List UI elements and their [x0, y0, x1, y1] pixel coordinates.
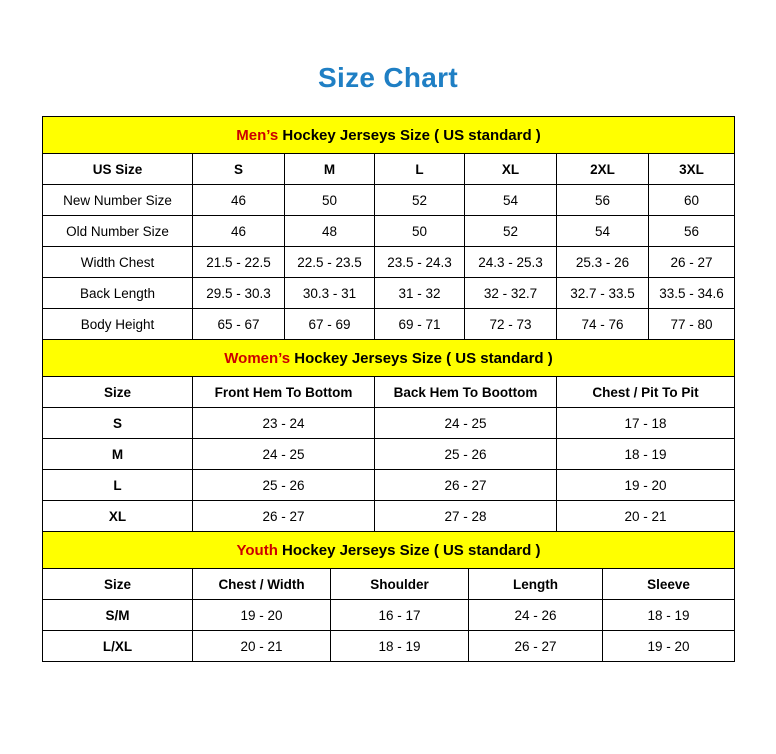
mens-cell-2-4: 25.3 - 26 — [557, 247, 649, 278]
womens-header-row — [43, 377, 735, 408]
mens-header-cell-5: 2XL — [557, 154, 649, 185]
womens-section-heading-row — [43, 340, 735, 377]
mens-cell-4-0: 65 - 67 — [193, 309, 285, 340]
mens-cell-0-3: 54 — [465, 185, 557, 216]
mens-cell-1-1: 48 — [285, 216, 375, 247]
youth-heading-accent: Youth — [236, 541, 278, 559]
womens-cell-2-1: 26 - 27 — [375, 470, 557, 501]
mens-cell-4-2: 69 - 71 — [375, 309, 465, 340]
mens-cell-1-0: 46 — [193, 216, 285, 247]
womens-heading-accent: Women’s — [224, 349, 291, 367]
mens-cell-2-2: 23.5 - 24.3 — [375, 247, 465, 278]
youth-row-label-1: L/XL — [43, 631, 193, 662]
youth-cell-0-2: 24 - 26 — [469, 600, 603, 631]
youth-header-row — [43, 569, 735, 600]
womens-cell-1-2: 18 - 19 — [557, 439, 735, 470]
table-row — [43, 408, 735, 439]
mens-cell-2-0: 21.5 - 22.5 — [193, 247, 285, 278]
youth-cell-1-2: 26 - 27 — [469, 631, 603, 662]
mens-section-heading-row — [43, 117, 735, 154]
mens-row-label-4: Body Height — [43, 309, 193, 340]
mens-header-cell-6: 3XL — [649, 154, 735, 185]
mens-cell-2-5: 26 - 27 — [649, 247, 735, 278]
table-row — [43, 216, 735, 247]
youth-heading-rest: Hockey Jerseys Size ( US standard ) — [277, 541, 541, 559]
size-chart-page — [0, 62, 776, 754]
youth-header-cell-2: Shoulder — [331, 569, 469, 600]
table-row — [43, 470, 735, 501]
table-row — [43, 600, 735, 631]
youth-cell-0-1: 16 - 17 — [331, 600, 469, 631]
youth-cell-1-3: 19 - 20 — [603, 631, 735, 662]
mens-header-cell-4: XL — [465, 154, 557, 185]
mens-row-label-0: New Number Size — [43, 185, 193, 216]
page-title: Size Chart — [318, 62, 458, 93]
mens-cell-4-1: 67 - 69 — [285, 309, 375, 340]
mens-cell-1-2: 50 — [375, 216, 465, 247]
mens-cell-3-0: 29.5 - 30.3 — [193, 278, 285, 309]
table-row — [43, 631, 735, 662]
mens-cell-0-0: 46 — [193, 185, 285, 216]
womens-header-cell-0: Size — [43, 377, 193, 408]
mens-cell-3-1: 30.3 - 31 — [285, 278, 375, 309]
youth-header-cell-0: Size — [43, 569, 193, 600]
youth-cell-1-0: 20 - 21 — [193, 631, 331, 662]
womens-section-heading — [43, 340, 735, 377]
table-row — [43, 185, 735, 216]
youth-size-table — [42, 531, 735, 662]
mens-cell-3-3: 32 - 32.7 — [465, 278, 557, 309]
mens-cell-1-3: 52 — [465, 216, 557, 247]
mens-cell-3-5: 33.5 - 34.6 — [649, 278, 735, 309]
youth-cell-0-0: 19 - 20 — [193, 600, 331, 631]
womens-row-label-1: M — [43, 439, 193, 470]
womens-header-cell-1: Front Hem To Bottom — [193, 377, 375, 408]
womens-header-cell-2: Back Hem To Boottom — [375, 377, 557, 408]
womens-size-table — [42, 339, 735, 532]
mens-row-label-1: Old Number Size — [43, 216, 193, 247]
mens-cell-0-5: 60 — [649, 185, 735, 216]
womens-header-cell-3: Chest / Pit To Pit — [557, 377, 735, 408]
mens-heading-rest: Hockey Jerseys Size ( US standard ) — [278, 126, 541, 144]
mens-header-cell-0: US Size — [43, 154, 193, 185]
womens-row-label-3: XL — [43, 501, 193, 532]
table-row — [43, 439, 735, 470]
mens-cell-4-4: 74 - 76 — [557, 309, 649, 340]
mens-cell-0-4: 56 — [557, 185, 649, 216]
womens-row-label-0: S — [43, 408, 193, 439]
mens-heading-accent: Men’s — [236, 126, 279, 144]
size-chart-table-wrap — [42, 116, 734, 662]
womens-row-label-2: L — [43, 470, 193, 501]
mens-cell-2-1: 22.5 - 23.5 — [285, 247, 375, 278]
mens-cell-0-1: 50 — [285, 185, 375, 216]
youth-header-cell-1: Chest / Width — [193, 569, 331, 600]
youth-section-heading — [43, 532, 735, 569]
womens-cell-0-1: 24 - 25 — [375, 408, 557, 439]
womens-heading-rest: Hockey Jerseys Size ( US standard ) — [290, 349, 553, 367]
mens-row-label-2: Width Chest — [43, 247, 193, 278]
mens-cell-1-5: 56 — [649, 216, 735, 247]
youth-row-label-0: S/M — [43, 600, 193, 631]
table-row — [43, 247, 735, 278]
womens-cell-3-0: 26 - 27 — [193, 501, 375, 532]
mens-cell-1-4: 54 — [557, 216, 649, 247]
womens-cell-1-1: 25 - 26 — [375, 439, 557, 470]
youth-header-cell-3: Length — [469, 569, 603, 600]
youth-section-heading-row — [43, 532, 735, 569]
mens-row-label-3: Back Length — [43, 278, 193, 309]
mens-section-heading — [43, 117, 735, 154]
youth-header-cell-4: Sleeve — [603, 569, 735, 600]
mens-size-table — [42, 116, 735, 340]
womens-cell-0-2: 17 - 18 — [557, 408, 735, 439]
mens-cell-2-3: 24.3 - 25.3 — [465, 247, 557, 278]
womens-cell-1-0: 24 - 25 — [193, 439, 375, 470]
womens-cell-3-2: 20 - 21 — [557, 501, 735, 532]
table-row — [43, 309, 735, 340]
youth-cell-1-1: 18 - 19 — [331, 631, 469, 662]
youth-cell-0-3: 18 - 19 — [603, 600, 735, 631]
mens-header-row — [43, 154, 735, 185]
womens-cell-3-1: 27 - 28 — [375, 501, 557, 532]
mens-header-cell-2: M — [285, 154, 375, 185]
mens-cell-3-2: 31 - 32 — [375, 278, 465, 309]
mens-cell-4-5: 77 - 80 — [649, 309, 735, 340]
mens-cell-4-3: 72 - 73 — [465, 309, 557, 340]
table-row — [43, 278, 735, 309]
mens-cell-3-4: 32.7 - 33.5 — [557, 278, 649, 309]
mens-header-cell-1: S — [193, 154, 285, 185]
table-row — [43, 501, 735, 532]
womens-cell-2-0: 25 - 26 — [193, 470, 375, 501]
womens-cell-0-0: 23 - 24 — [193, 408, 375, 439]
mens-header-cell-3: L — [375, 154, 465, 185]
mens-cell-0-2: 52 — [375, 185, 465, 216]
womens-cell-2-2: 19 - 20 — [557, 470, 735, 501]
